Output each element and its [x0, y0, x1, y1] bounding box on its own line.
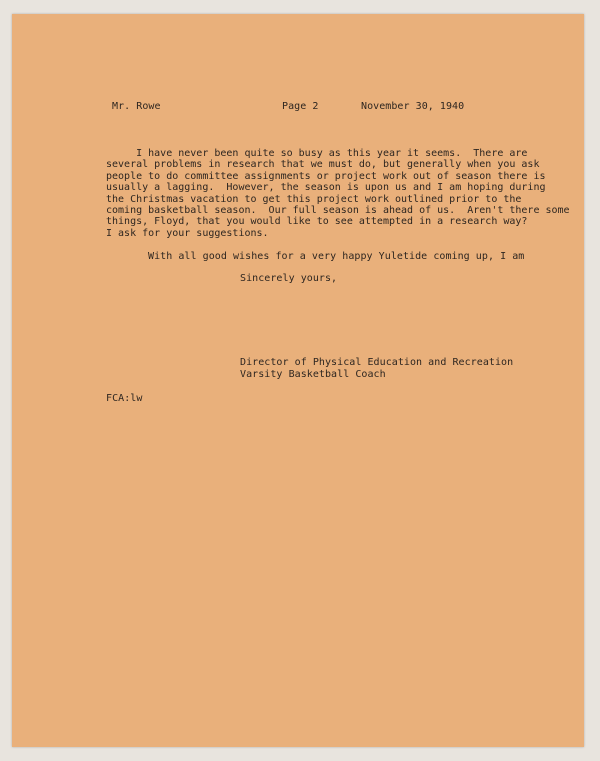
paragraph-line: the Christmas vacation to get this project work outlined prior to the [106, 193, 522, 205]
addressee: Mr. Rowe [112, 101, 161, 112]
signature-title: Director of Physical Education and Recreation [240, 357, 514, 368]
page-number: Page 2 [282, 101, 319, 112]
paragraph-line: things, Floyd, that you would like to see attempted in a research way? [106, 216, 528, 228]
paragraph-line: several problems in research that we must do, but generally when you ask [106, 159, 540, 171]
body-paragraph [106, 148, 570, 239]
signature-subtitle: Varsity Basketball Coach [240, 369, 386, 380]
paragraph-line: people to do committee assignments or project work out of season there is [106, 170, 546, 182]
paragraph-line: coming basketball season. Our full season is ahead of us. Aren't there some [106, 205, 570, 217]
complimentary-close: Sincerely yours, [240, 273, 338, 284]
paragraph-line: I ask for your suggestions. [106, 227, 269, 239]
letter-date: November 30, 1940 [361, 101, 465, 112]
paragraph-line: usually a lagging. However, the season is upon us and I am hoping during [106, 182, 546, 194]
letter-page [12, 14, 584, 747]
closing-wishes: With all good wishes for a very happy Yuletide coming up, I am [148, 251, 525, 262]
paragraph-line: I have never been quite so busy as this year it seems. There are [106, 148, 528, 159]
reference-initials: FCA:lw [106, 393, 143, 404]
